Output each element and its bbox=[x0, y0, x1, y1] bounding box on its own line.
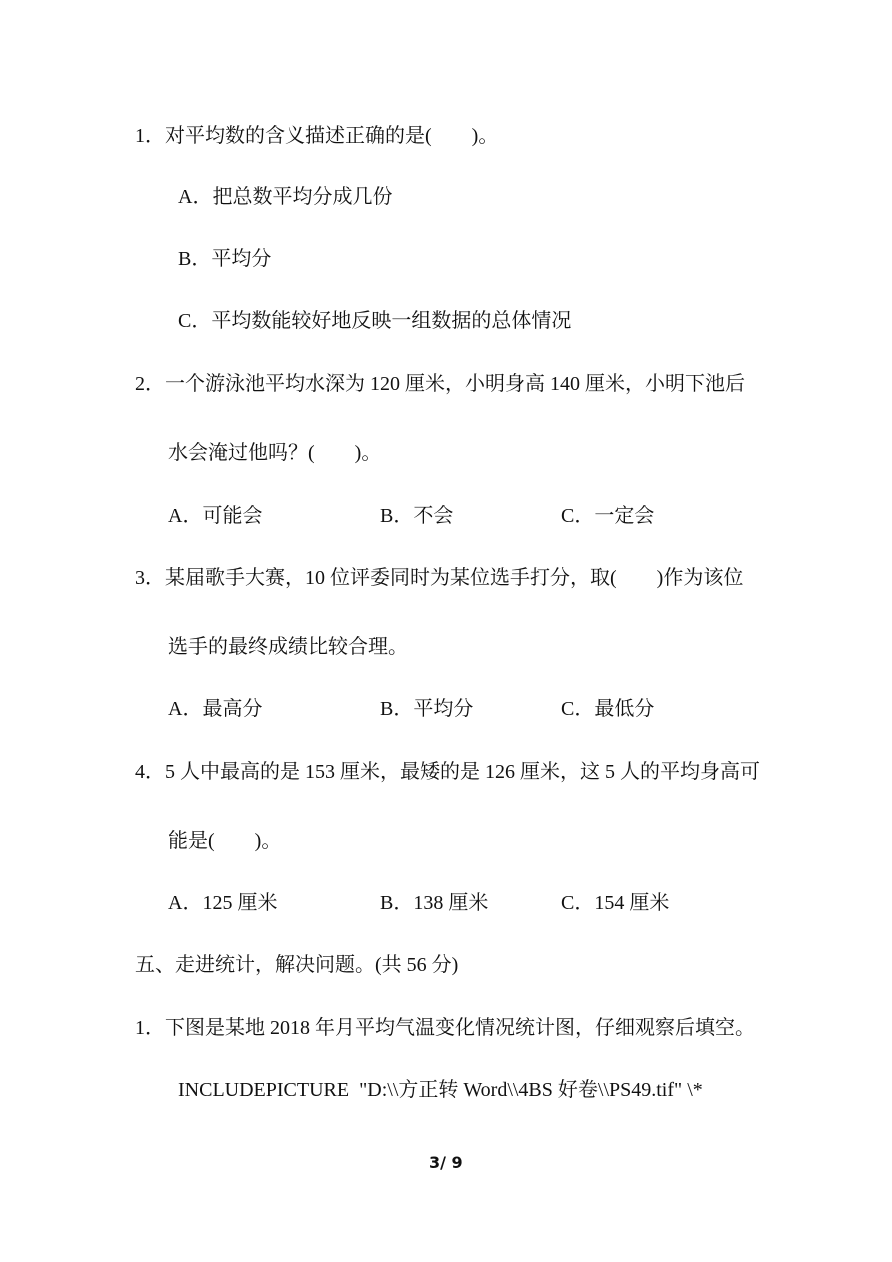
q1-option-c: C．平均数能较好地反映一组数据的总体情况 bbox=[178, 310, 572, 332]
q4-stem-line2: 能是( )。 bbox=[168, 830, 282, 852]
q3-option-a: A．最高分 bbox=[168, 698, 263, 720]
q1-option-a: A．把总数平均分成几份 bbox=[178, 186, 393, 208]
q3-option-c: C．最低分 bbox=[561, 698, 655, 720]
q4-stem-line1: 4．5 人中最高的是 153 厘米，最矮的是 126 厘米，这 5 人的平均身高可 bbox=[135, 761, 760, 783]
page-number: 3/ 9 bbox=[429, 1153, 463, 1172]
section-5-heading: 五、走进统计，解决问题。(共 56 分) bbox=[135, 954, 459, 976]
q2-option-c: C．一定会 bbox=[561, 505, 655, 527]
q2-stem-line2: 水会淹过他吗？( )。 bbox=[168, 442, 382, 464]
q3-option-b: B．平均分 bbox=[380, 698, 474, 720]
q2-stem-line1: 2．一个游泳池平均水深为 120 厘米，小明身高 140 厘米，小明下池后 bbox=[135, 373, 745, 395]
section-5-q1-stem: 1．下图是某地 2018 年月平均气温变化情况统计图，仔细观察后填空。 bbox=[135, 1017, 755, 1039]
q3-stem-line1: 3．某届歌手大赛，10 位评委同时为某位选手打分，取( )作为该位 bbox=[135, 567, 744, 589]
q4-option-c: C．154 厘米 bbox=[561, 892, 670, 914]
includepicture-field-code: INCLUDEPICTURE "D:\\方正转 Word\\4BS 好卷\\PS49.tif" \* bbox=[178, 1079, 703, 1101]
q3-stem-line2: 选手的最终成绩比较合理。 bbox=[168, 636, 408, 658]
q4-option-b: B．138 厘米 bbox=[380, 892, 489, 914]
q2-option-a: A．可能会 bbox=[168, 505, 263, 527]
q2-option-b: B．不会 bbox=[380, 505, 454, 527]
q4-option-a: A．125 厘米 bbox=[168, 892, 278, 914]
q1-option-b: B．平均分 bbox=[178, 248, 272, 270]
q1-stem: 1．对平均数的含义描述正确的是( )。 bbox=[135, 125, 499, 147]
